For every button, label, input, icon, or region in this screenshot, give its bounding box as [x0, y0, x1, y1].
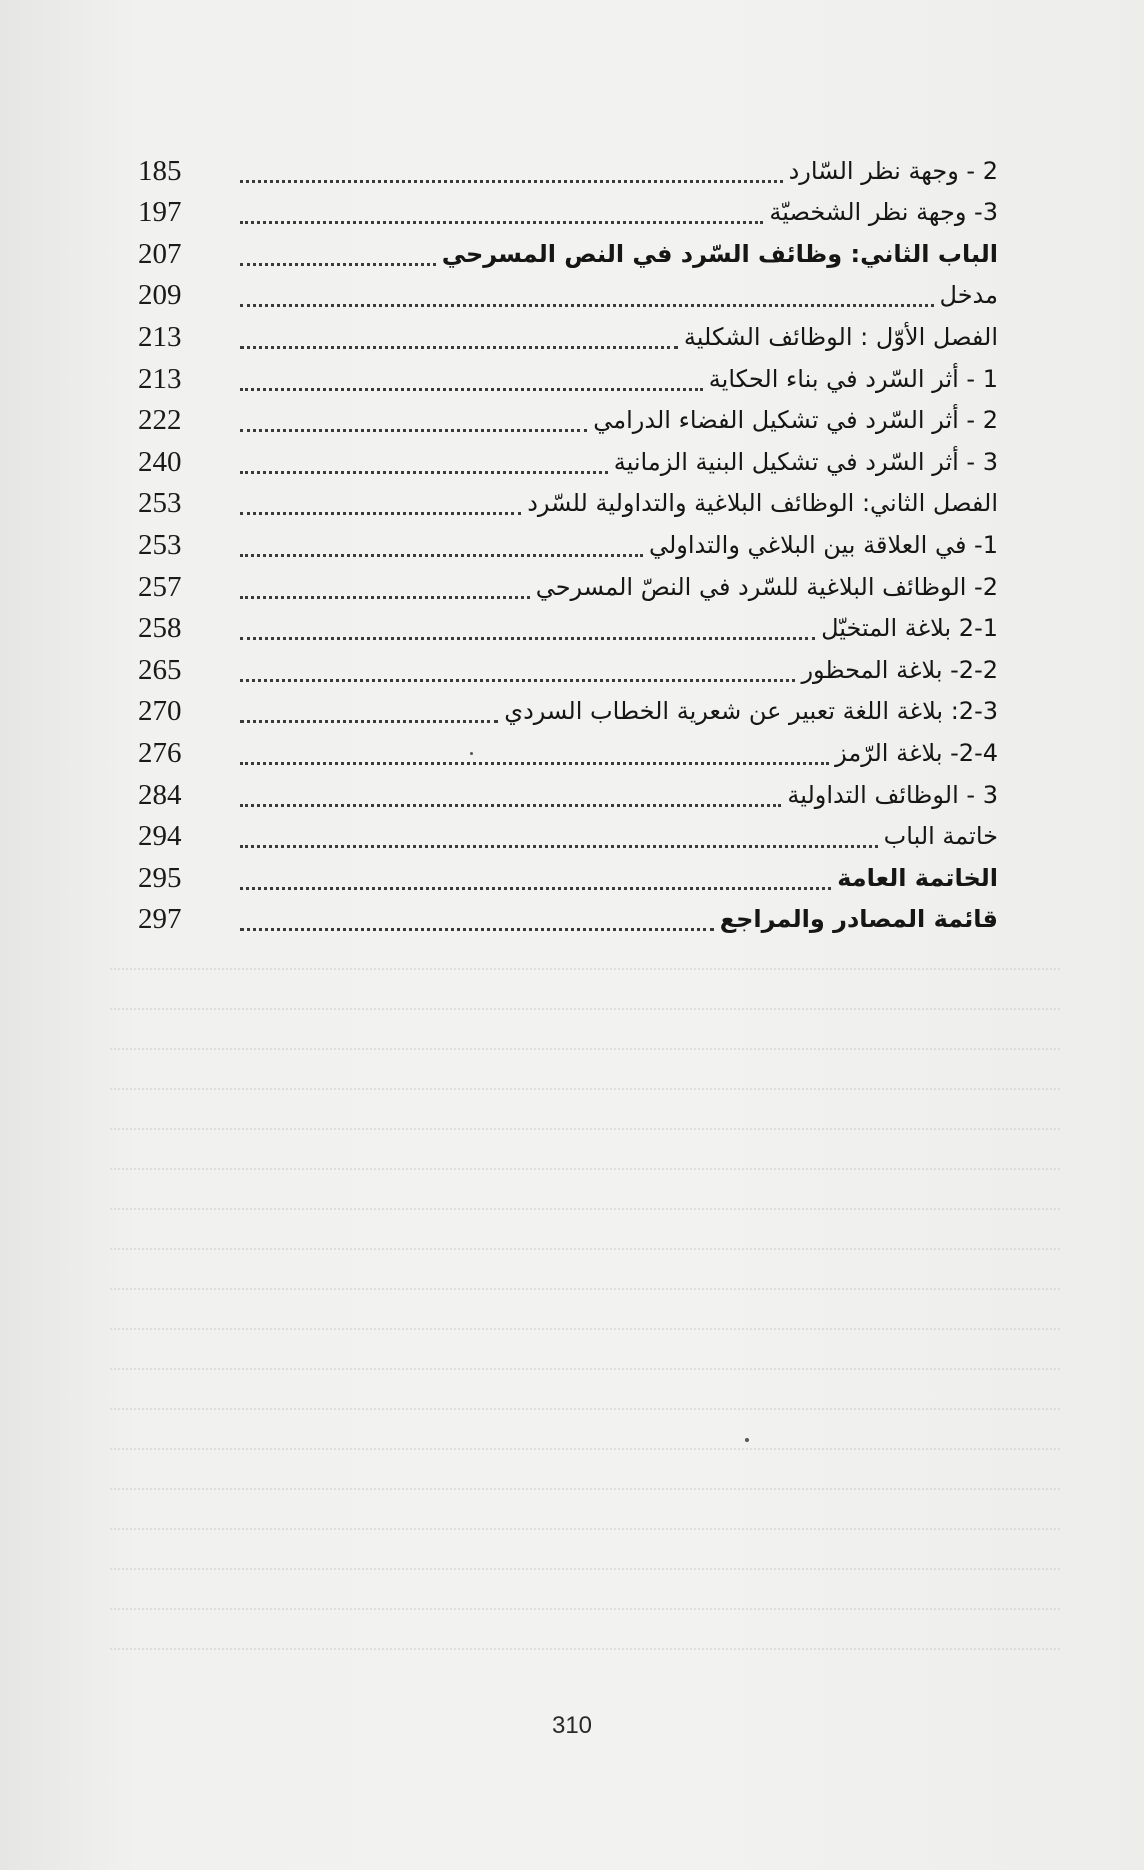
- dot-leader: [240, 470, 608, 474]
- toc-entry: [138, 524, 998, 566]
- toc-title: خاتمة الباب: [883, 822, 998, 851]
- dot-leader: [240, 553, 643, 557]
- dot-leader: [240, 636, 815, 640]
- toc-entry: [138, 816, 998, 858]
- dot-leader: [240, 719, 498, 723]
- dot-leader: [240, 387, 703, 391]
- dot-leader: [240, 803, 781, 807]
- toc-page-number: 295: [138, 861, 182, 894]
- toc-title: 3 - الوظائف التداولية: [787, 780, 998, 809]
- toc-title: مدخل: [939, 281, 998, 310]
- toc-entry: [138, 400, 998, 442]
- table-of-contents: [138, 150, 998, 940]
- ink-speck: [745, 1438, 749, 1442]
- toc-page-number: 185: [138, 154, 182, 187]
- toc-entry: [138, 691, 998, 733]
- toc-page-number: 207: [138, 237, 182, 270]
- dot-leader: [240, 927, 714, 931]
- toc-page-number: 284: [138, 778, 182, 811]
- toc-title: 2-1 بلاغة المتخيّل: [821, 614, 998, 643]
- toc-entry: [138, 441, 998, 483]
- toc-page-number: 270: [138, 695, 182, 728]
- toc-entry: [138, 732, 998, 774]
- toc-page-number: 253: [138, 528, 182, 561]
- toc-entry: [138, 899, 998, 941]
- toc-entry: [138, 649, 998, 691]
- dot-leader: [240, 428, 587, 432]
- toc-page-number: 213: [138, 362, 182, 395]
- toc-page-number: 294: [138, 820, 182, 853]
- toc-title: 2- الوظائف البلاغية للسّرد في النصّ المسرحي: [535, 572, 998, 601]
- toc-title: الفصل الثاني: الوظائف البلاغية والتداولية للسّرد: [527, 489, 998, 518]
- dot-leader: [240, 262, 436, 266]
- ink-speck: [470, 752, 473, 755]
- dot-leader: [240, 886, 831, 890]
- page-number-footer: 310: [551, 1712, 593, 1739]
- toc-title: الباب الثاني: وظائف السّرد في النص المسرحي: [441, 239, 998, 268]
- toc-page-number: 265: [138, 653, 182, 686]
- dot-leader: [240, 844, 878, 848]
- toc-page-number: 197: [138, 196, 182, 229]
- toc-entry: [138, 774, 998, 816]
- toc-entry: [138, 566, 998, 608]
- show-through-text: [110, 930, 1060, 1670]
- toc-title: 2-2- بلاغة المحظور: [801, 655, 998, 684]
- toc-title: 2 - وجهة نظر السّارد: [788, 156, 998, 185]
- dot-leader: [240, 511, 521, 515]
- toc-entry: [138, 150, 998, 192]
- toc-title: 2-3: بلاغة اللغة تعبير عن شعرية الخطاب السردي: [504, 697, 998, 726]
- toc-page-number: 253: [138, 487, 182, 520]
- toc-page-number: 276: [138, 736, 182, 769]
- dot-leader: [240, 678, 795, 682]
- dot-leader: [240, 303, 934, 307]
- toc-page-number: 257: [138, 570, 182, 603]
- toc-entry: [138, 857, 998, 899]
- dot-leader: [240, 595, 530, 599]
- dot-leader: [240, 761, 829, 765]
- toc-title: 3- وجهة نظر الشخصيّة: [769, 198, 998, 227]
- toc-page-number: 297: [138, 903, 182, 936]
- dot-leader: [240, 345, 678, 349]
- toc-page-number: 213: [138, 320, 182, 353]
- toc-title: 2-4- بلاغة الرّمز: [835, 738, 998, 767]
- toc-entry: [138, 608, 998, 650]
- toc-title: قائمة المصادر والمراجع: [719, 905, 998, 934]
- toc-title: 1 - أثر السّرد في بناء الحكاية: [708, 364, 998, 393]
- toc-title: 3 - أثر السّرد في تشكيل البنية الزمانية: [613, 447, 998, 476]
- dot-leader: [240, 220, 763, 224]
- toc-title: 2 - أثر السّرد في تشكيل الفضاء الدرامي: [593, 406, 998, 435]
- toc-entry: [138, 233, 998, 275]
- dot-leader: [240, 179, 783, 183]
- toc-entry: [138, 275, 998, 317]
- toc-entry: [138, 358, 998, 400]
- toc-page-number: 209: [138, 279, 182, 312]
- toc-title: 1- في العلاقة بين البلاغي والتداولي: [648, 530, 998, 559]
- toc-title: الخاتمة العامة: [837, 863, 998, 892]
- toc-entry: [138, 316, 998, 358]
- toc-entry: [138, 483, 998, 525]
- toc-page-number: 240: [138, 445, 182, 478]
- toc-page-number: 222: [138, 404, 182, 437]
- toc-title: الفصل الأوّل : الوظائف الشكلية: [683, 322, 998, 351]
- toc-entry: [138, 192, 998, 234]
- toc-page-number: 258: [138, 612, 182, 645]
